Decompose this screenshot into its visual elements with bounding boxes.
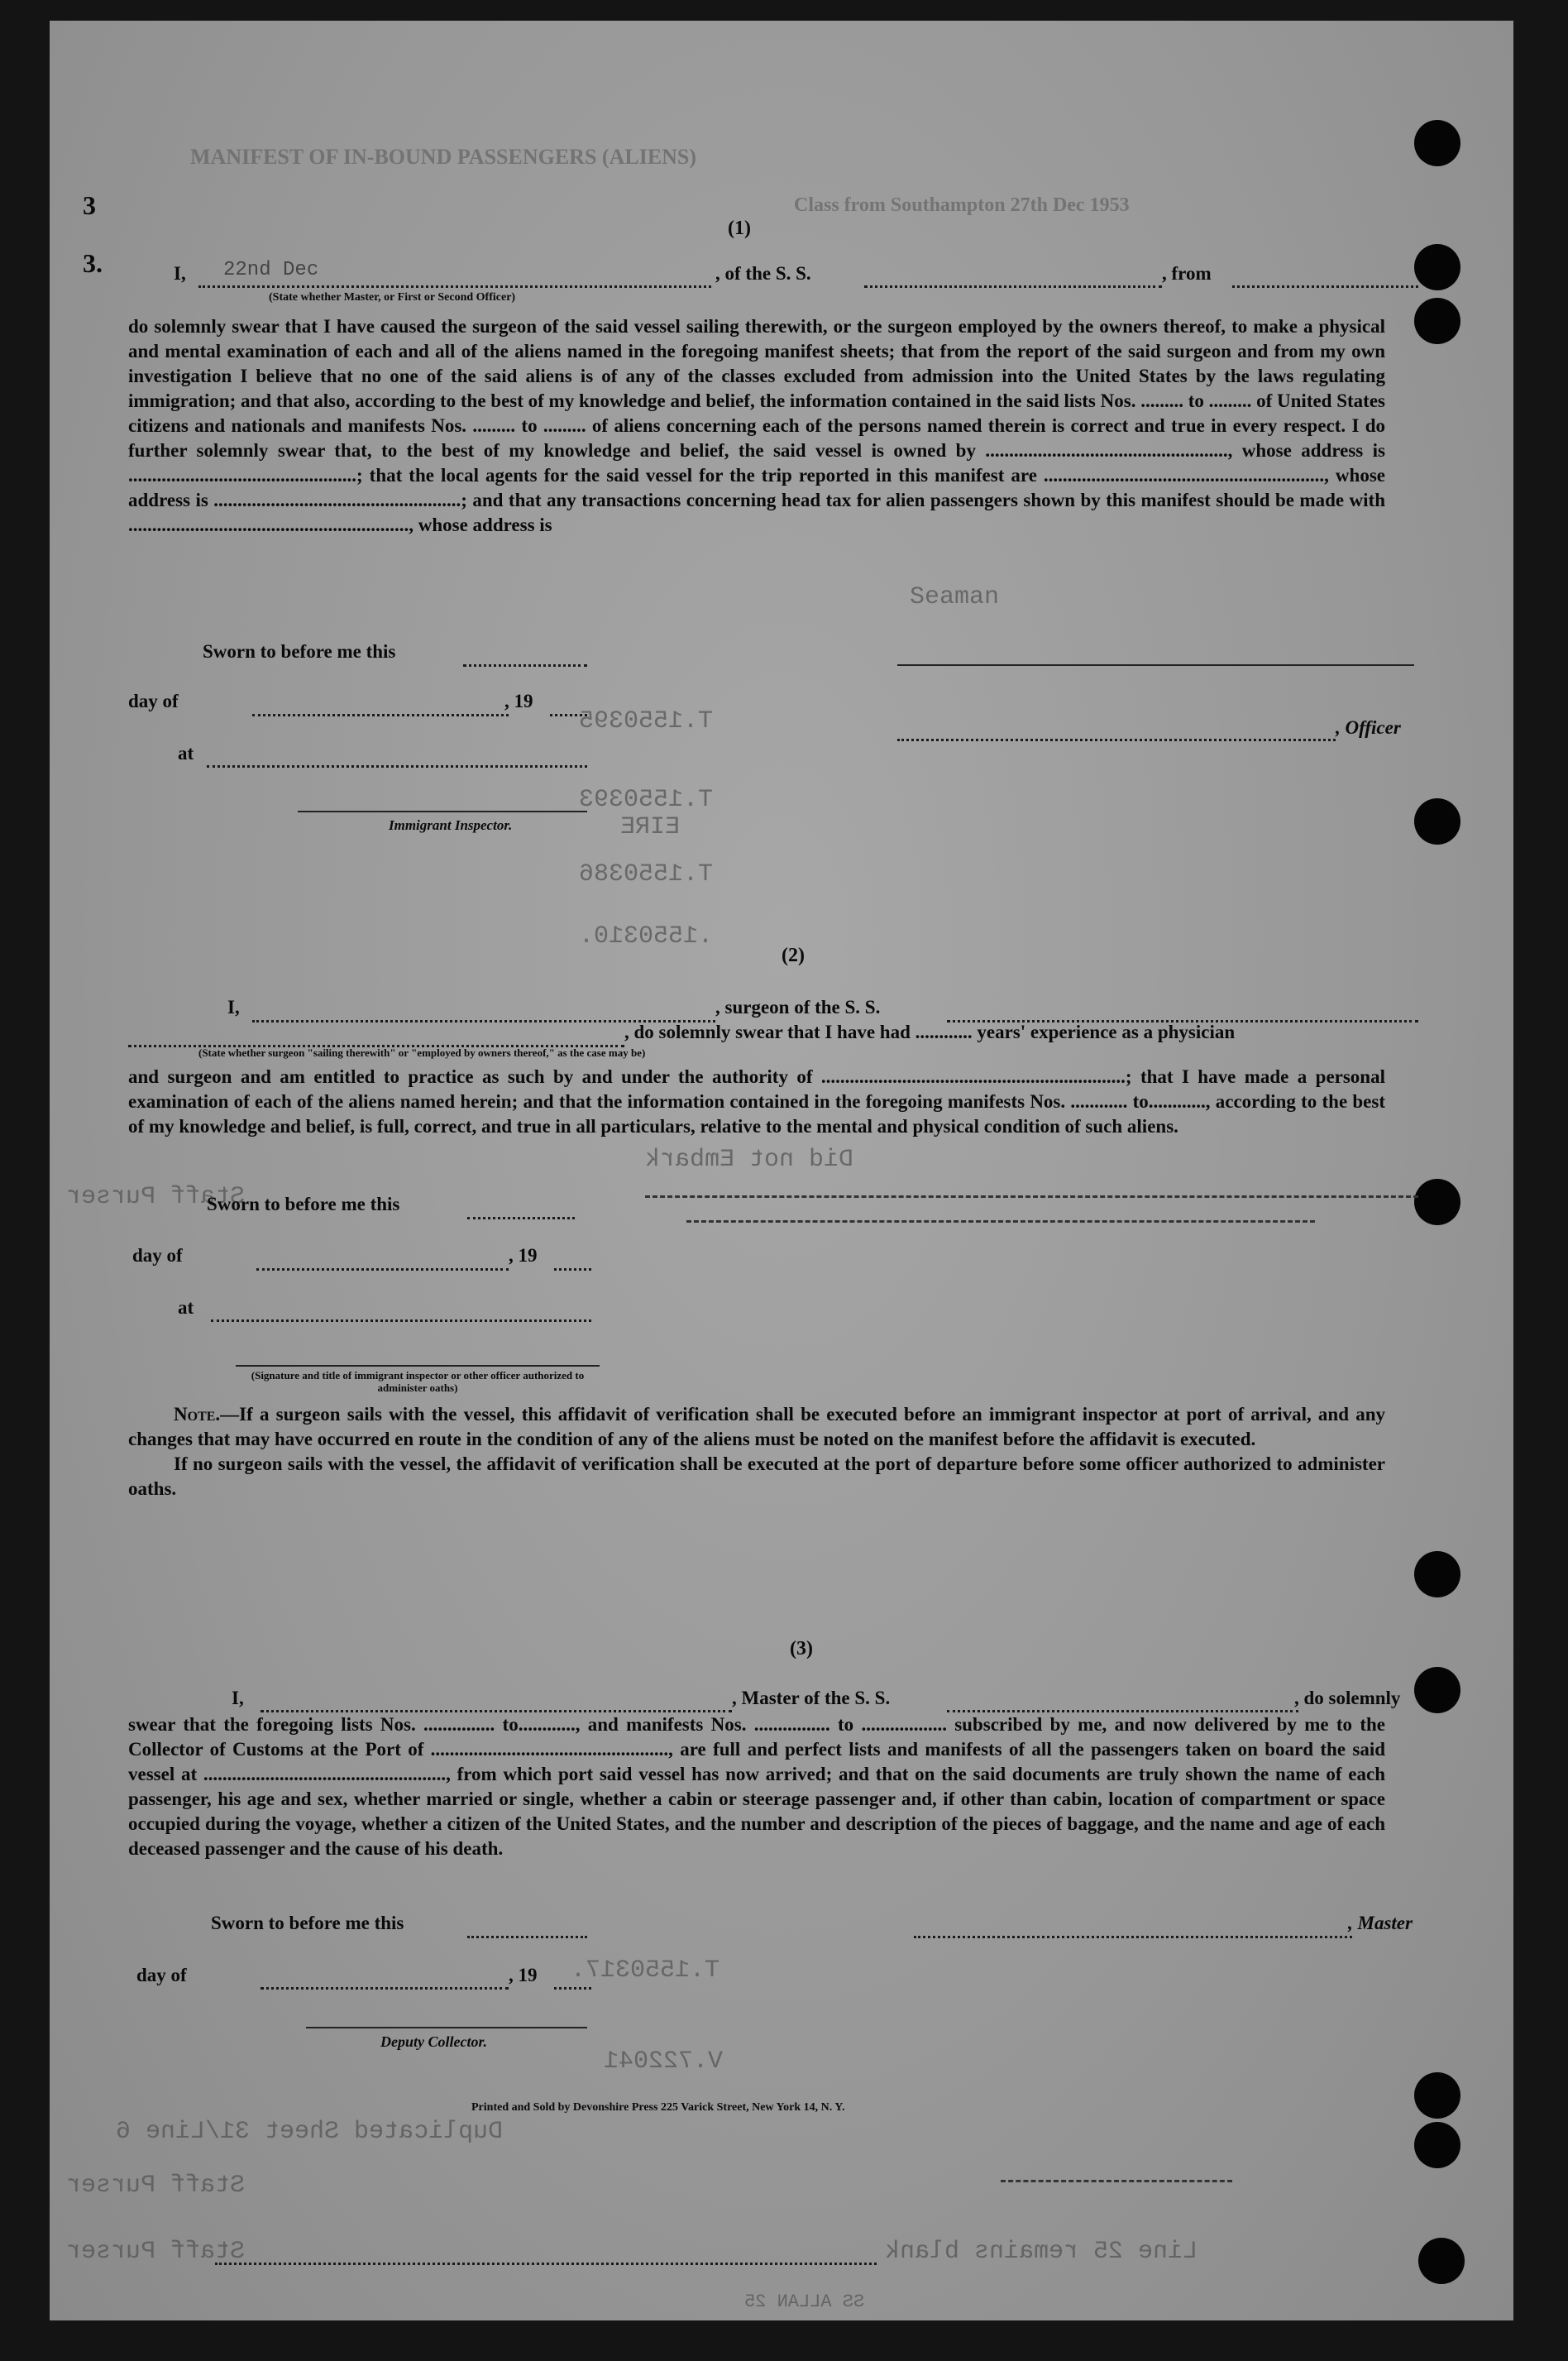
bleed-staff-purser: Staff Purser (66, 2238, 246, 2266)
bleed-t-number: T.1550386 (579, 860, 714, 888)
printer-line: Printed and Sold by Devonshire Press 225 Varick Street, New York 14, N. Y. (471, 2101, 845, 2114)
s2-paragraph: and surgeon and am entitled to practice as such by and under the authority of ................................................................; that I have made a personal examination of each of the aliens named herein; and that the information contained in the foregoing manifests Nos. ............ to............, according to the best of my knowledge and belief, is full, correct, and true in all particulars, relative to the mental and physical condition of such aliens. (128, 1066, 1385, 1137)
s3-master-of: , Master of the S. S. (732, 1688, 891, 1708)
section-1-number: (1) (728, 218, 751, 239)
s1-sworn: Sworn to before me this (203, 641, 396, 662)
bleed-eire: EIRE (620, 813, 681, 841)
bottom-dash-line (1001, 2180, 1232, 2182)
binder-hole (1414, 798, 1460, 845)
inspector-line (298, 811, 587, 812)
binder-hole (1414, 244, 1460, 290)
bleed-t-number: T.1550393 (579, 786, 714, 814)
note-label: Note. (174, 1404, 221, 1425)
s2-day-of: day of (132, 1245, 183, 1266)
margin-mark: 3. (83, 248, 103, 278)
bleed-staff-purser: Staff Purser (66, 1183, 246, 1211)
binder-hole (1414, 298, 1460, 344)
s2-dash-line (645, 1195, 1418, 1198)
s3-master: , Master (1348, 1913, 1413, 1933)
s1-paragraph: do solemnly swear that I have caused the surgeon of the said vessel sailing therewith, or the surgeon employed by the owners thereof, to make a physical and mental examination of each and all of the aliens named in the foregoing manifest sheets; that from the report of the said surgeon and from my own investigation I believe that no one of the said aliens is of any of the classes excluded from admission into the United States by the laws regulating immigration; and that also, according to the best of my knowledge and belief, the information contained in the said lists Nos. ......... to ......... of United States citizens and nationals and manifests Nos. ......... to ......... of aliens concerning each of the persons named therein is correct and true in every respect. I do further solemnly swear that, to the best of my knowledge and belief, the said vessel is owned by ..................................................., whose address is ................................................; that the local agents for the said vessel for the trip reported in this manifest are ..........................................................., whose address is ....................................................; and that any transactions concerning head tax for alien passengers shown by this manifest should be made with ..........................................................., whose address is (128, 316, 1385, 535)
bleed-t-number: .1550310. (579, 922, 714, 951)
s2-dash-line (686, 1220, 1315, 1223)
binder-hole (1414, 1667, 1460, 1713)
s3-do-solemnly: , do solemnly (1294, 1688, 1401, 1708)
s1-from-blank (1232, 285, 1418, 288)
s1-from-label: , from (1162, 263, 1212, 284)
bleed-staff-purser: Staff Purser (66, 2172, 246, 2200)
s1-date-fill: 22nd Dec (223, 259, 319, 281)
s2-at: at (178, 1297, 194, 1318)
note-p1: —If a surgeon sails with the vessel, this affidavit of verification shall be executed before an immigrant inspector at port of arrival, and any changes that may have occurred en route in the condition of any of the aliens must be noted on the manifest before the affidavit is executed. (128, 1404, 1385, 1449)
s1-year-blank (550, 714, 587, 716)
s1-inspector: Immigrant Inspector. (389, 817, 513, 833)
s2-surgeon-of: , surgeon of the S. S. (715, 997, 881, 1018)
binder-hole (1414, 2072, 1460, 2119)
section-2-number: (2) (782, 945, 805, 966)
bleed-t-number: T.1550395 (579, 707, 714, 735)
s3-deputy: Deputy Collector. (380, 2033, 487, 2050)
s3-sworn-blank (467, 1936, 587, 1938)
officer-blank (897, 739, 1336, 741)
s1-day-blank (252, 714, 509, 716)
s1-at: at (178, 743, 194, 764)
s1-at-blank (207, 765, 587, 768)
s3-day-of: day of (136, 1965, 187, 1985)
s3-sworn: Sworn to before me this (211, 1913, 404, 1933)
s1-of-the-ss: , of the S. S. (715, 263, 811, 284)
binder-hole (1414, 2122, 1460, 2168)
bleed-did-not-embark: Did not Embark (645, 1146, 854, 1174)
s2-day-blank (256, 1268, 509, 1271)
bleed-line25: Line 25 remains blank (885, 2238, 1198, 2266)
bleed-seaman: Seaman (910, 583, 1000, 611)
section-3-number: (3) (790, 1638, 813, 1659)
s1-day-of: day of (128, 691, 179, 711)
bleed-stamp: SS ALLAN 25 (744, 2292, 865, 2312)
s2-sworn-blank (467, 1217, 575, 1219)
binder-hole (1414, 120, 1460, 166)
note-p2: If no surgeon sails with the vessel, the affidavit of verification shall be executed at the port of departure before some officer authorized to administer oaths. (128, 1453, 1385, 1499)
s3-year-blank (554, 1987, 591, 1990)
manifest-page (50, 21, 1513, 2320)
bottom-dotted-line (215, 2263, 877, 2265)
s1-ss-blank (864, 285, 1162, 288)
bleed-t-number: T.1550317. (571, 1956, 720, 1985)
master-signature-blank (914, 1936, 1352, 1938)
s2-sworn: Sworn to before me this (207, 1194, 400, 1214)
s1-officer: , Officer (1336, 717, 1401, 738)
s3-year: , 19 (509, 1965, 538, 1985)
s1-i-label: I, (174, 263, 186, 284)
s2-signature-note: (Signature and title of immigrant inspector or other officer authorized to administer oaths) (251, 1369, 585, 1394)
s1-year: , 19 (504, 691, 533, 711)
binder-hole (1414, 1551, 1460, 1597)
margin-mark: 3 (83, 190, 96, 220)
binder-hole (1418, 2238, 1465, 2284)
officer-signature-line (897, 664, 1414, 666)
s2-at-blank (211, 1319, 591, 1322)
s2-year: , 19 (509, 1245, 538, 1266)
s1-sworn-blank (463, 664, 587, 667)
s2-i-label: I, (227, 997, 240, 1018)
bleed-duplicated-sheet: Duplicated Sheet 31/Line 6 (116, 2118, 504, 2146)
s1-state-note: (State whether Master, or First or Second Officer) (269, 291, 516, 304)
s2-swear-line: , do solemnly swear that I have had ............ years' experience as a physician (624, 1022, 1236, 1042)
deputy-line (306, 2027, 587, 2028)
s3-paragraph: swear that the foregoing lists Nos. ............... to............, and manifests Nos. ................ to .................. subscribed by me, and now delivered by me to the Collector of Customs at the Port of .................................................., are full and perfect lists and manifests of all the passengers taken on board the said vessel at ..................................................., from which port said vessel has now arrived; and that on the said documents are truly shown the name of each passenger, his age and sex, whether married or single, whether a cabin or steerage passenger and, if other than cabin, location of compartment or space occupied during the voyage, whether a citizen of the United States, and the number and description of the pieces of baggage, and the name and age of each deceased passenger and the cause of his death. (128, 1714, 1385, 1859)
bleed-v-number: V.722041 (604, 2047, 724, 2076)
voyage-line: Class from Southampton 27th Dec 1953 (794, 194, 1130, 216)
s3-i-label: I, (232, 1688, 244, 1708)
binder-hole (1414, 1179, 1460, 1225)
note-block (128, 1402, 1385, 1501)
s3-day-blank (261, 1987, 509, 1990)
manifest-title: MANIFEST OF IN-BOUND PASSENGERS (ALIENS) (190, 145, 697, 169)
s2-signature-line (236, 1365, 600, 1367)
s1-officer-blank (198, 285, 711, 288)
s2-state-note: (State whether surgeon "sailing therewith" or "employed by owners thereof," as the case may be) (198, 1046, 646, 1059)
s2-year-blank (554, 1268, 591, 1271)
